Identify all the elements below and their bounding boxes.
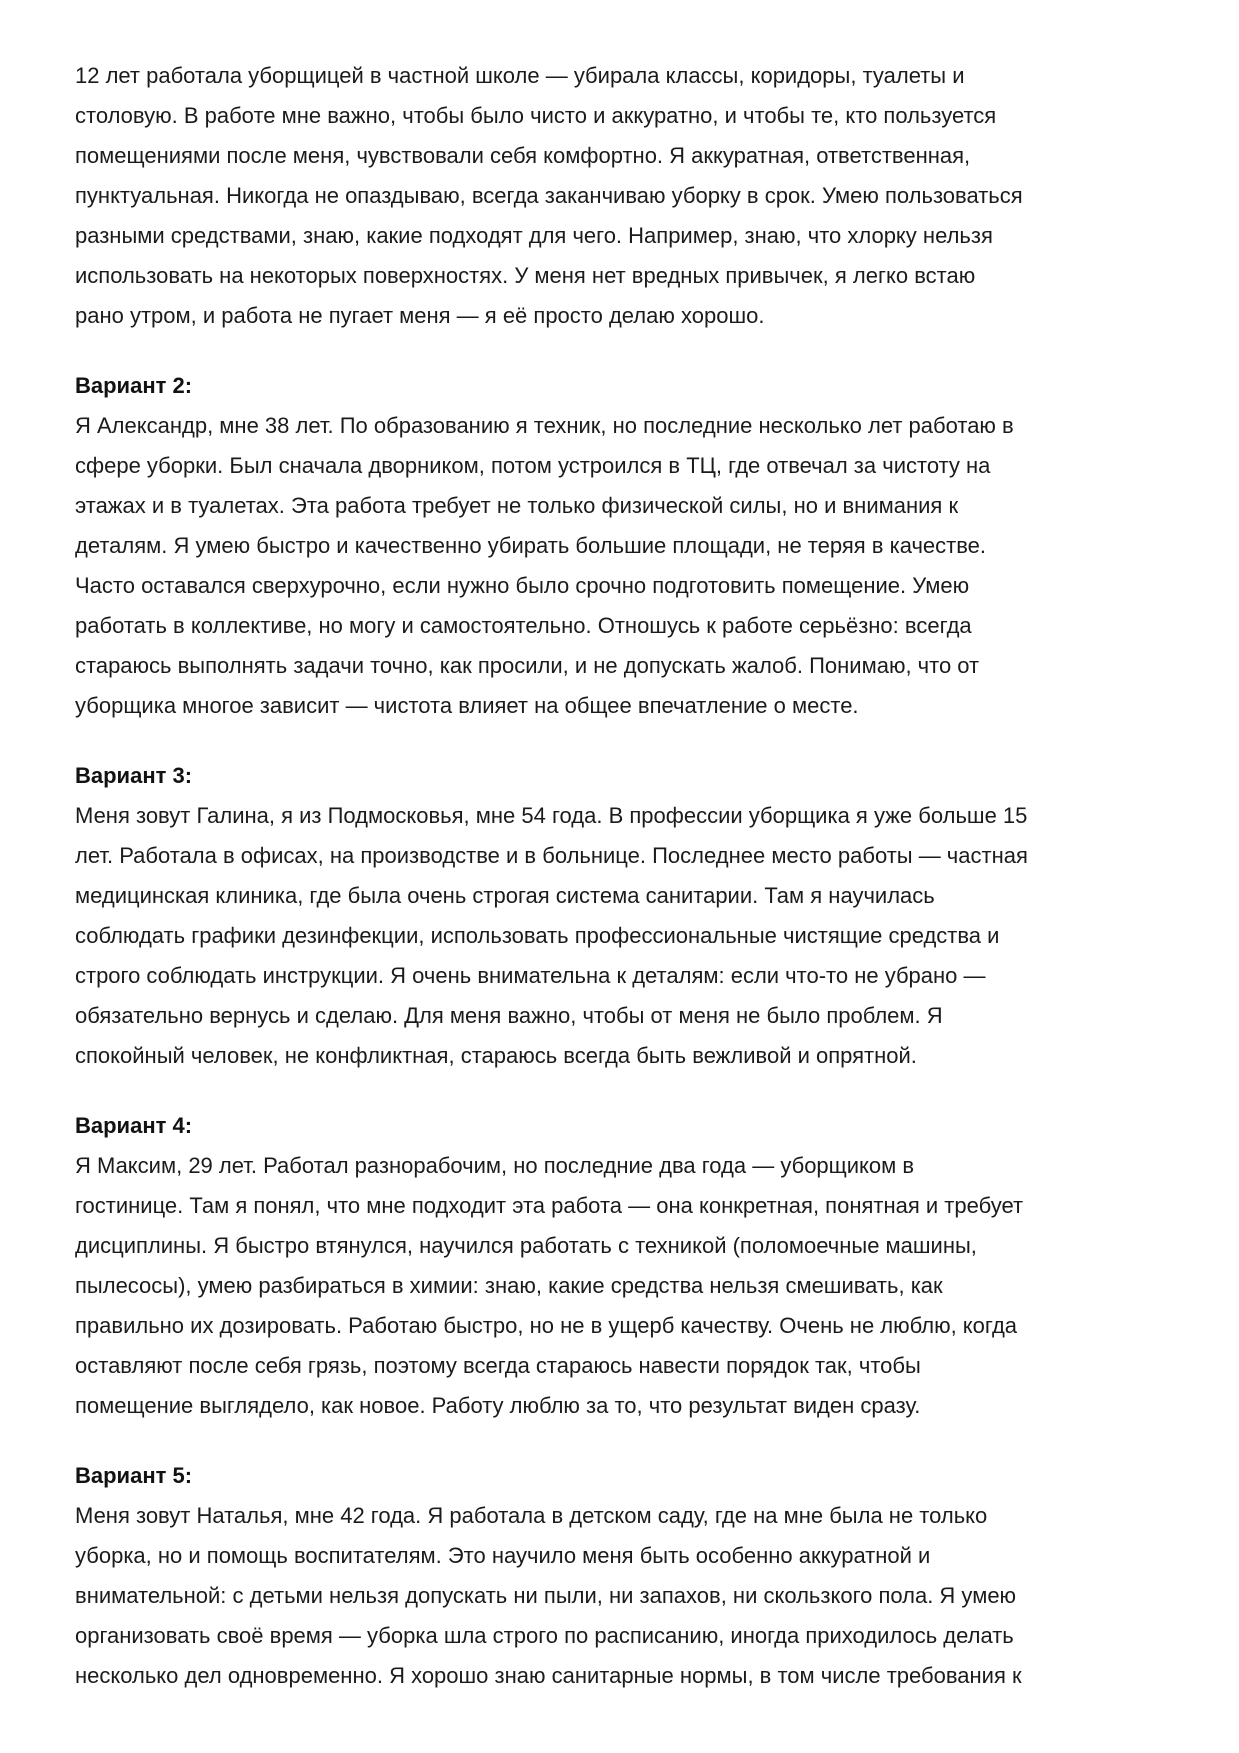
text-line: использовать на некоторых поверхностях. У меня нет вредных привычек, я легко встаю	[75, 263, 976, 288]
text-line: сфере уборки. Был сначала дворником, потом устроился в ТЦ, где отвечал за чистоту на	[75, 453, 991, 478]
text-line: 12 лет работала уборщицей в частной школе — убирала классы, коридоры, туалеты и	[75, 63, 965, 88]
text-line: строго соблюдать инструкции. Я очень внимательна к деталям: если что-то не убрано —	[75, 963, 986, 988]
text-line: этажах и в туалетах. Эта работа требует не только физической силы, но и внимания к	[75, 493, 959, 518]
section-body	[75, 796, 1169, 1076]
text-line: оставляют после себя грязь, поэтому всегда стараюсь навести порядок так, чтобы	[75, 1353, 921, 1378]
text-line: пунктуальная. Никогда не опаздываю, всегда заканчиваю уборку в срок. Умею пользоваться	[75, 183, 1023, 208]
text-line: организовать своё время — уборка шла строго по расписанию, иногда приходилось делать	[75, 1623, 1014, 1648]
intro-paragraph	[75, 56, 1169, 336]
text-line: помещение выглядело, как новое. Работу люблю за то, что результат виден сразу.	[75, 1393, 921, 1418]
text-line: стараюсь выполнять задачи точно, как просили, и не допускать жалоб. Понимаю, что от	[75, 653, 980, 678]
text-line: Я Максим, 29 лет. Работал разнорабочим, но последние два года — уборщиком в	[75, 1153, 915, 1178]
section-heading: Вариант 4:	[75, 1113, 193, 1138]
section-heading: Вариант 2:	[75, 373, 193, 398]
section-variant-3	[75, 756, 1169, 1076]
text-line: помещениями после меня, чувствовали себя комфортно. Я аккуратная, ответственная,	[75, 143, 971, 168]
section-body	[75, 1146, 1169, 1426]
text-line: Меня зовут Наталья, мне 42 года. Я работала в детском саду, где на мне была не только	[75, 1503, 988, 1528]
text-line: Меня зовут Галина, я из Подмосковья, мне 54 года. В профессии уборщика я уже больше 15	[75, 803, 1028, 828]
text-line: Часто оставался сверхурочно, если нужно было срочно подготовить помещение. Умею	[75, 573, 970, 598]
text-line: работать в коллективе, но могу и самостоятельно. Отношусь к работе серьёзно: всегда	[75, 613, 972, 638]
section-variant-5	[75, 1456, 1169, 1696]
text-line: деталям. Я умею быстро и качественно убирать большие площади, не теряя в качестве.	[75, 533, 987, 558]
section-body	[75, 1496, 1169, 1696]
text-line: пылесосы), умею разбираться в химии: знаю, какие средства нельзя смешивать, как	[75, 1273, 943, 1298]
text-line: спокойный человек, не конфликтная, стараюсь всегда быть вежливой и опрятной.	[75, 1043, 917, 1068]
text-line: правильно их дозировать. Работаю быстро, но не в ущерб качеству. Очень не люблю, когда	[75, 1313, 1018, 1338]
section-variant-4	[75, 1106, 1169, 1426]
section-body	[75, 406, 1169, 726]
text-line: Я Александр, мне 38 лет. По образованию я техник, но последние несколько лет работаю в	[75, 413, 1014, 438]
section-heading: Вариант 3:	[75, 763, 193, 788]
text-line: уборщика многое зависит — чистота влияет на общее впечатление о месте.	[75, 693, 859, 718]
text-line: столовую. В работе мне важно, чтобы было чисто и аккуратно, и чтобы те, кто пользуется	[75, 103, 997, 128]
text-line: внимательной: с детьми нельзя допускать ни пыли, ни запахов, ни скользкого пола. Я умею	[75, 1583, 1017, 1608]
text-line: несколько дел одновременно. Я хорошо знаю санитарные нормы, в том числе требования к	[75, 1663, 1022, 1688]
text-line: соблюдать графики дезинфекции, использовать профессиональные чистящие средства и	[75, 923, 1000, 948]
text-line: уборка, но и помощь воспитателям. Это научило меня быть особенно аккуратной и	[75, 1543, 931, 1568]
text-line: рано утром, и работа не пугает меня — я её просто делаю хорошо.	[75, 303, 765, 328]
section-variant-2	[75, 366, 1169, 726]
section-heading: Вариант 5:	[75, 1463, 193, 1488]
text-line: дисциплины. Я быстро втянулся, научился работать с техникой (поломоечные машины,	[75, 1233, 977, 1258]
text-line: гостинице. Там я понял, что мне подходит эта работа — она конкретная, понятная и требует	[75, 1193, 1024, 1218]
text-line: лет. Работала в офисах, на производстве и в больнице. Последнее место работы — частная	[75, 843, 1028, 868]
text-line: обязательно вернусь и сделаю. Для меня важно, чтобы от меня не было проблем. Я	[75, 1003, 943, 1028]
text-line: разными средствами, знаю, какие подходят для чего. Например, знаю, что хлорку нельзя	[75, 223, 993, 248]
text-line: медицинская клиника, где была очень строгая система санитарии. Там я научилась	[75, 883, 935, 908]
